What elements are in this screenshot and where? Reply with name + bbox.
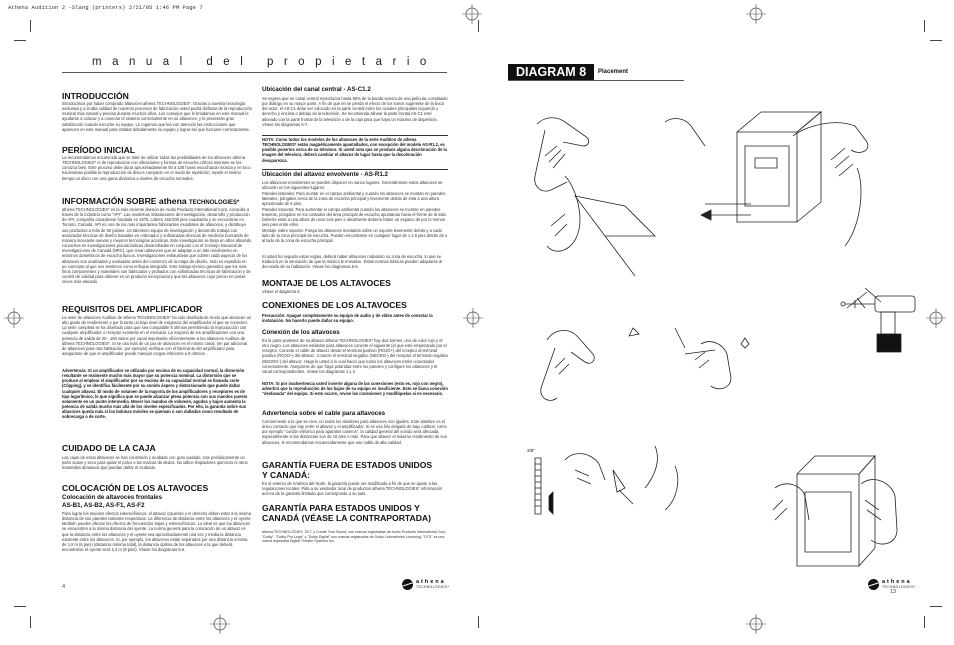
- warranty-outside-heading-line2: Y CANADÁ:: [262, 470, 311, 480]
- registration-mark-center: [463, 308, 483, 328]
- surround-rear-walls: Paredes traseras: Para aumentar el campo ambiental cuando los altavoces se montan en paredes traseras, póngalos en los costados del área principal de escucha apuntando hacia el frente de la sala. Debería estar a una altura de unos seis pies e idealmente debería haber un espacio de por lo menos seis pies entre ellos.: [262, 207, 447, 228]
- registration-mark-bottom-left: [210, 614, 230, 634]
- intro-heading: INTRODUCCIÓN: [62, 91, 129, 101]
- warranty-us-canada-heading-line2: CANADÁ (VÉASE LA CONTRAPORTADA): [262, 513, 432, 523]
- connections-heading: CONEXIONES DE LOS ALTAVOCES: [262, 300, 407, 310]
- crop-mark: [478, 20, 479, 32]
- surround-stand-mount: Montaje sobre soporte: Ponga los altavoces montados sobre un soporte levemente detrás y a cada lado de la zona principal de escucha. Pueden encontrarse en cualquier lugar de 1 a 6 pies detrás de o al lado de la zona de escucha principal.: [262, 228, 448, 244]
- logo-tag: TECHNOLOGIES*: [416, 584, 450, 589]
- info-heading-text: INFORMACIÓN SOBRE athena: [62, 196, 187, 206]
- placement-paragraph: Para lograr los mejores efectos estereofónicos, el altavoz izquierdo y el derecho deben estar a la misma distancia de sus paredes laterales respectivas. La diferencia de distancia entre los altavoces y el oyente también pueden afectar los efectos de frecuencias bajas y estereofónicos. Lo ideal es que los altavoces se encuentren a la misma distancia del oyente. La norma general para la colocación de un altavoz es que la distancia entre los altavoces y el oyente sea aproximadamente una vez y media la distancia existente entre los altavoces. Si, por ejemplo, los altavoces están separados por una distancia mínima de 1,8 m (6 pies) (distancia mínima total), la distancia óptima de los altavoces a la que deberá encontrarse el oyente será 2,4 m (8 pies). Véase los diagramas 5-6.: [62, 511, 251, 553]
- warranty-outside-heading-line1: GARANTÍA FUERA DE ESTADOS UNIDOS: [262, 460, 433, 470]
- surround-side-walls: Paredes laterales: Para montar en el campo ambiental y cuando los altavoces se montan en paredes laterales, póngalos cerca de la zona de escucha principal y levemente detrás de ésta a una altura aproximada de 6 pies.: [262, 191, 446, 207]
- hand-left-screw: [547, 330, 594, 363]
- period-paragraph: La recomendamos encarecida que se trate de utilizar todas las posibilidades de los altavoces athena TECHNOLOGIES* ni de reproducirse con vibraciones y formas de escucha críticas mientras se los conozca bien. Este proceso debe durar aproximadamente 50 a 100 horas escuchando música y en toco haciéndose posible la reproducción de discos compacto en el modo de repetición; repetir el mismo tiempo un disco con una gama dinámica a niveles de escucha normales.: [62, 155, 251, 181]
- printer-slug: Athena Audition 2 -Slang (printers) 2/21/05 1:46 PM Page 7: [8, 4, 203, 11]
- hand-with-screwdriver: [565, 454, 605, 480]
- crop-mark: [14, 40, 26, 41]
- registration-mark-bottom-right: [746, 614, 766, 634]
- logo-word: athena: [416, 579, 446, 586]
- warranty-outside-paragraph: En el exterior de América del Norte, la garantía puede ser modificada a fin de que se ajuste a las regulaciones locales. Pida a su vendedor local de productos athena TECHNOLOGIES* información acerca de la garantía limitada que corresponda a su país.: [262, 481, 443, 497]
- intro-paragraph: Introducimos por haber comprado altavoces athena TECHNOLOGIES*. Gracias a nuestra tecnología exclusiva y a la alta calidad de nuestros procesos de fabricación usted podrá disfrutar de la reproducción musical más natural y precisa durante muchos años. Los consejos que le brindamos en este manual le ayudarán a colocar y a conectar el sistema correctamente en su altavoces, y le proveerán gran satisfacción cuando escuche su equipo. Le rogamos que lea con atención las instrucciones que aparecen en este manual para instalar debidamente su equipo y lograr así que funcione correctamente.: [62, 101, 252, 132]
- crop-mark: [30, 616, 31, 628]
- athena-logo-left: [402, 579, 449, 590]
- surround-heading: Ubicación del altavoz envolvente - AS-R1.2: [262, 171, 388, 178]
- illustration-mounting-step-2: [505, 288, 925, 438]
- info-heading-small: TECHNOLOGIES*: [189, 200, 240, 206]
- surround-intro: Los altavoces envolventes se pueden disponer en varios lugares. Generalmente estos altavoces se ubicarán en los siguientes lugares:: [262, 180, 443, 191]
- drill-battery: [877, 334, 901, 352]
- registration-mark-top-left: [462, 4, 482, 24]
- hand-screwing: [701, 342, 731, 389]
- amplifier-heading: REQUISITOS DEL AMPLIFICADOR: [62, 304, 203, 314]
- speaker-bracket: [745, 146, 789, 206]
- page-number-right: 13: [890, 589, 897, 595]
- diagram-title: DIAGRAM 8: [508, 64, 594, 80]
- center-channel-paragraph: Se espera que un canal central reproduzca hasta 60% de la banda sonora de una película, constituido por diálogo en su mayor parte. A fin de que en se pierda el efecto de los sonos sugerente de la boca del actor, el AS-C1 debe ser colocado en la parte central entre los canales principales izquierdo y derecho y encima o debajo de la televisión. Se recomienda alinear la parte frontal AS-C1 esté alineado con la parte frontal de la televisión o de la caja para que haya un máximo de dispersión. Véase los diagramas 5-7.: [262, 96, 448, 127]
- crop-mark: [478, 616, 479, 628]
- care-paragraph: Las cajas de estos altavoces se han construido y acabado con gran cuidado. Use periódicamente un paño suave y seco para quitar el polvo o las marcas de dedos. No utilice limpiadores químicos ni otros materiales abrasivos que puedan dañar el acabado.: [62, 455, 248, 471]
- cable-subheading: Advertencia sobre el cable para altavoces: [262, 410, 386, 417]
- placement-models: AS-B1, AS-B2, AS-F1, AS-F2: [62, 502, 145, 509]
- page-number-left: 4: [62, 584, 66, 590]
- diagram-rule: [508, 80, 684, 81]
- crop-mark: [924, 20, 925, 32]
- cable-paragraph: Comúnmente a lo que se cree, no todos los alambres para altavoces son iguales. Este alambre es el único contacto que hay entre el altavoz y el amplificador. Si se usa hilo delgado de bajo calibral, como por ejemplo "cordón eléctrico para aparatos caseros", la calidad general del sonido será afectada, especialmente si las distancias son de 10 pies o más. Para que altavoz el máximo rendimiento de sus altavoces, le recomendamos encarecidamente que use cable de alta calidad.: [262, 419, 447, 445]
- center-channel-note: NOTA: Como todos los modelos de los altavoces de la serie Audition de athena TECHNOLOGIES* están magnéticamente apantallados, con excepción del modelo AS-R1.2, es posible ponerlos cerca de su televisor. Si usted nota que se produce alguna decoloración de la imagen del televisor, deberá cambiar el altavoz de lugar hasta que la decoloración desaparezca.: [262, 137, 447, 163]
- dimension-label: 3/8": [527, 448, 535, 453]
- header-rule: [62, 72, 447, 73]
- logo-word: athena: [882, 579, 912, 586]
- screw-icon: [629, 328, 639, 336]
- crop-mark: [924, 616, 925, 628]
- registration-mark-left: [4, 308, 24, 328]
- period-heading: PERÍODO INICIAL: [62, 145, 136, 155]
- placement-subheading: Colocación de altavoces frontales: [62, 494, 163, 501]
- info-paragraph: athena TECHNOLOGIES* es la más reciente división de Audio Products International Corp. conocida a través de la industria como "API". Las modernas instalaciones de investigación, desarrollo y producción de API, compañía canadiense fundada en 1976, cubren 165.000 pies cuadrados y se encuentran en Toronto, Canadá. API es uno de los más importantes fabricantes mundiales de altavoces, y distribuye sus productos a más de 60 países. Un talentoso equipo de investigación y desarrollo trabaja con avanzadas técnicas de diseño basadas en ordenador y sofisticadas técnicas de medición buscando de manera incesante nuevas y mejores tecnologías acústicas. Este investigación se basa en años afinando conciertos en investigaciones psicoacústicas desarrolladas en conjunto con el Consejo Nacional de Investigaciones de Canadá (NRC), que crean altavoces que se adaptan a un alto rendimiento en entornos domésticos de escucha típicos. Investigaciones exhaustivas que cubren cada aspecto de los altavoces son analizadas y evaluadas antes del comienzo de la etapa de diseño, todo es expedido en un concepto al que nos sentimos como enfoque integrado. Este trabajo técnico garantiza que los más finos componentes y materiales son fabricados y probados con sofisticadas técnicas de fabricación y de control de calidad para obtener en un producto excepcional y que los altavoces cuye precio en varias veces más elevado.: [62, 207, 252, 285]
- illustration-mounting-step-1: [505, 86, 925, 286]
- connections-caution: Precaución: Apague completamente su equipo de audio y de vídeo antes de conectar la instalación. No hacerlo puede dañar su equipo.: [262, 313, 433, 324]
- athena-logo-mark: [868, 579, 879, 590]
- care-heading: CUIDADO DE LA CAJA: [62, 443, 156, 453]
- illustration-mounting-step-3: [505, 440, 925, 600]
- hand-bottom-left: [547, 176, 580, 251]
- registration-mark-right: [926, 308, 946, 328]
- center-channel-heading: Ubicación del canal central - AS-C1.2: [262, 86, 371, 93]
- surround-summary: Si usted ha seguido estas reglas, deberá haber altavoces rodeando su zona de escucha, lo que se traducirá en la sensación de que la música le envuelve. Estas normas básicas pueden adaptarse al decorado de su habitación. Véase los diagramas 5-6.: [262, 254, 443, 270]
- crop-mark: [930, 606, 942, 607]
- trademarks-paragraph: athena TECHNOLOGIES, SCT, y Create Your Sound, son marcas registradas de Audio Products International Corp. "Dolby", "Dolby Pro Logic" y "Dolby Digital" son marcas registradas de Dolby Laboratories Licensing. "DTS" es una marca registrada Digital Theater Systems Inc.: [262, 530, 447, 544]
- placement-heading: COLOCACIÓN DE LOS ALTAVOCES: [62, 483, 209, 493]
- info-heading: [62, 196, 239, 206]
- warranty-us-canada-heading-line1: GARANTÍA PARA ESTADOS UNIDOS Y: [262, 503, 420, 513]
- crop-mark: [14, 606, 26, 607]
- connections-note: NOTA: Si por inadvertencia usted invierte alguna de las conexiones (esto es, rojo con negro), advertirá que la reproducción de los bajos de su equipo es insuficiente. Esto se llama conexión "desfasada" del equipo. Si esto ocurre, revise las conexiones y modifíquelas si es necesario.: [262, 381, 448, 397]
- amplifier-warning: Advertencia: Si un amplificador se utilizado por encima de su capacidad normal, la distorsión resultante se realmente mucho más mayor que su potencia nominal. La distorsión que se produce al emplear el amplificador por su encima de su capacidad normal se llamada corte (Clipping), y se identifica fácilmente por su sonido áspero y distorsionado que puede dañar cualquier altavoz. El modo de volumen de la mayoría de los amplificadores y receptores es de tipo logarítmico, lo que significa que se puede alcanzar plena potencia con sus mandos puesto solamente en un punto intermedio. Mover los mandos de volumen, agudos y bajos aumenta la potencia de salida mucho más allá de los niveles especificados. Por ello, la garantía sobre sus altavoces queda nula si los bobinas móviles se queman o son dañados como resultado de sobrecarga o de corte.: [62, 368, 248, 420]
- drill-body: [875, 296, 915, 312]
- section-rule: [262, 135, 448, 136]
- amplifier-paragraph: La serie de altavoces Audition de athena TECHNOLOGIES* ha sido diseñada de modo que alcancen un alto grado de rendimiento y por lo tanto un bajo nivel de exigencia del amplificador al que se conecten. La serie completa se ha diseñado para que sea compatible 8 ohmios permitiendo la reproducción con cualquier amplificador o receptor existente en el mercado. La mayoría de los amplificadores con una potencia de salida de 20 - 180 vatios por canal impulsarán eficientemente a los altavoces Audition de athena TECHNOLOGIES*. Si se usa más de un par de altavoces en el mismo canal, (en par adicional de altavoces para otra habitación, por ejemplo) verifique con el fabricante del amplificador para asegurarse de que el amplificador puede manejar cargas inferiores a 8 ohmios.: [62, 315, 252, 357]
- mounting-heading: MONTAJE DE LOS ALTAVOCES: [262, 278, 391, 288]
- connections-paragraph: En la parte posterior de su altavoz athena TECHNOLOGIES* hay dos bornes, uno de color rojo y el otro negro. Los altavoces estándar para altavoces conecte el siguiente (el que esté empezando por el receptor. Conecte el cable de altavoz desde el terminal positivo (ROJO+) del receptor al terminal positivo (ROJO+) del altavoz. Conecte el terminal negativo (NEGRO-) del receptor al terminal negativo (NEGRO-) del altavoz. Haga lo usted a lo cual hacer que todos los altavoces estén conectados correctamente. Asegúrese de que haya polaridad entre los paneles y configure los altavoces y el canal correspondientes. Véase los diagramas 1 y 2.: [262, 338, 448, 374]
- crop-mark: [30, 20, 31, 32]
- registration-mark-top-right: [746, 4, 766, 24]
- hand-right: [793, 123, 868, 153]
- crop-mark: [930, 40, 942, 41]
- logo-tag: TECHNOLOGIES*: [882, 584, 916, 589]
- athena-logo-mark: [402, 579, 413, 590]
- diagram-subtitle: Placement: [598, 69, 629, 75]
- connections-subheading: Conexión de los altavoces: [262, 329, 340, 336]
- section-rule: [262, 169, 448, 170]
- hand-mounting-right: [861, 480, 897, 545]
- page-header-title: manual del propietario: [92, 56, 437, 68]
- mounting-paragraph: Véase el diagrama 8.: [262, 289, 301, 294]
